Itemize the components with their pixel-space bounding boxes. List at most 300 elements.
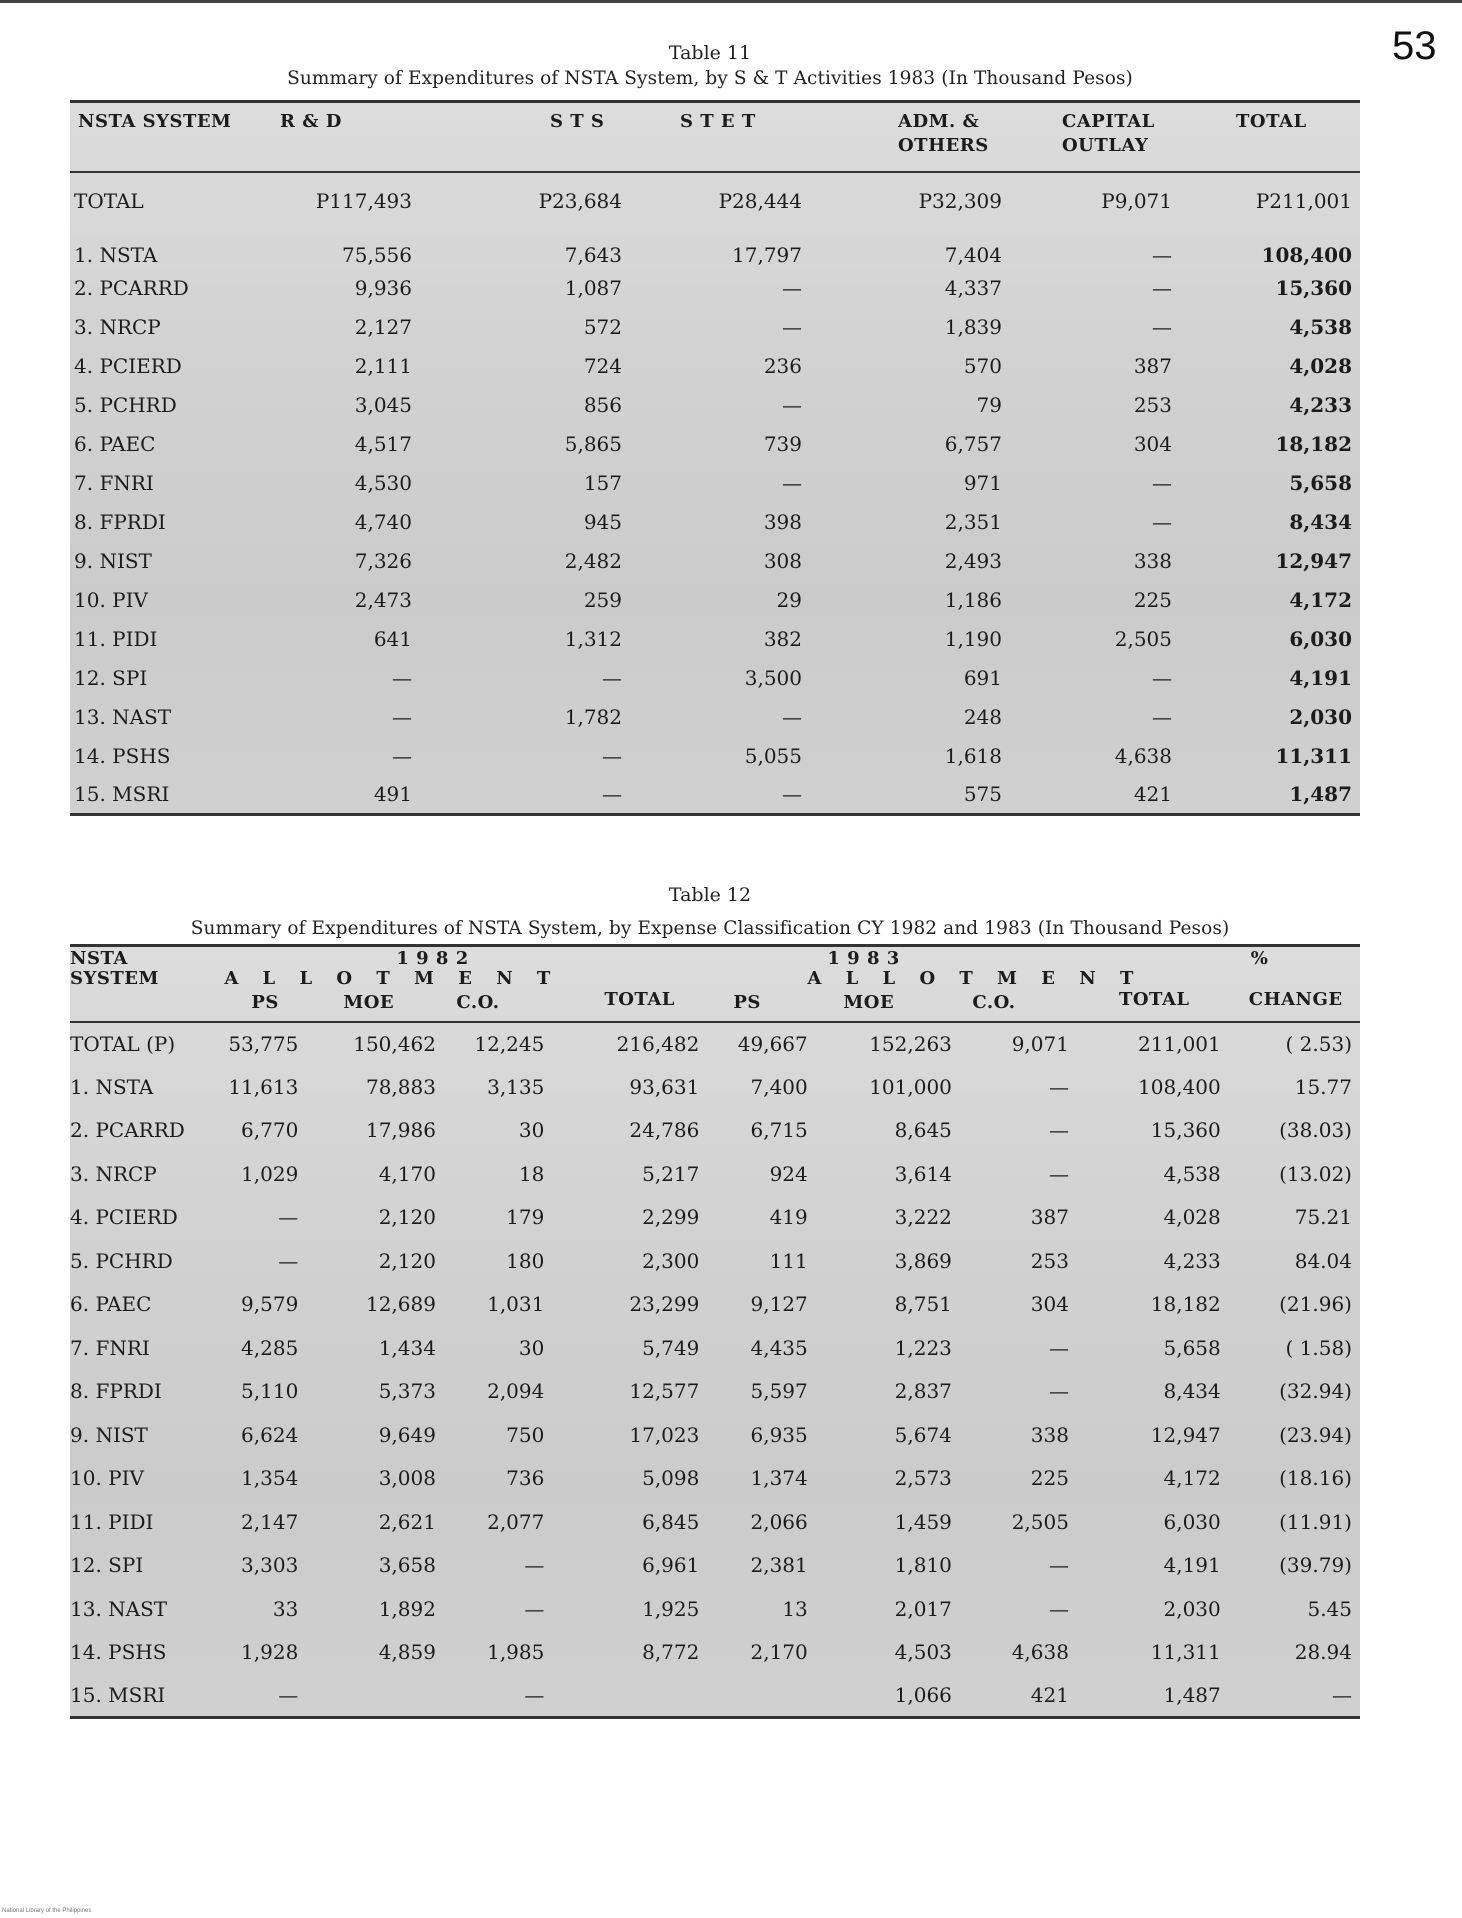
table12-value-cell: 8,434	[1163, 1379, 1221, 1404]
table12-value-cell: 5,674	[894, 1422, 952, 1447]
table11-value-cell: 398	[763, 510, 802, 534]
table12-row	[70, 1283, 1360, 1327]
table12-system-cell: 5. PCHRD	[70, 1248, 173, 1273]
table11-system-cell: 3. NRCP	[74, 315, 161, 339]
table12-value-cell: 4,028	[1163, 1205, 1221, 1230]
table11	[70, 100, 1360, 816]
table11-value-cell: —	[1152, 705, 1172, 729]
table12-value-cell: 1,374	[750, 1466, 808, 1491]
table12-value-cell: 6,030	[1163, 1509, 1221, 1534]
table12-value-cell: 9,127	[750, 1292, 808, 1317]
table12-value-cell: 108,400	[1138, 1074, 1221, 1099]
table11-value-cell: —	[1152, 510, 1172, 534]
table12-row	[70, 1326, 1360, 1370]
table11-value-cell: —	[602, 666, 622, 690]
table12-system-cell: 15. MSRI	[70, 1683, 166, 1707]
table12-value-cell: 3,008	[378, 1466, 436, 1491]
table11-value-cell: 7,326	[354, 549, 412, 573]
table11-value-cell: 570	[963, 354, 1002, 378]
table12-row	[70, 1544, 1360, 1588]
table12-header-spacer	[552, 946, 707, 970]
table12-value-cell: 4,638	[1011, 1640, 1069, 1665]
table12-value-cell: 49,667	[737, 1031, 808, 1056]
table11-header-system: NSTA SYSTEM	[70, 102, 280, 172]
table11-value-cell: 308	[763, 549, 802, 573]
table12-value-cell: 2,120	[378, 1248, 436, 1273]
table11-value-cell: 75,556	[342, 243, 412, 267]
table12-value-cell: 2,621	[378, 1509, 436, 1534]
table12-header-allotment-1983: A L L O T M E N T	[807, 967, 1143, 989]
table12-value-cell: —	[1048, 1553, 1069, 1578]
table12-value-cell: 111	[769, 1248, 808, 1273]
table12-row	[70, 1239, 1360, 1283]
table12-value-cell: —	[1048, 1379, 1069, 1404]
table12-value-cell: 3,135	[487, 1074, 545, 1099]
table11-system-cell: 5. PCHRD	[74, 393, 177, 417]
table11-value-cell: 7,404	[944, 243, 1002, 267]
table11-value-cell: 253	[1133, 393, 1172, 417]
table12-value-cell: 2,120	[378, 1205, 436, 1230]
table12-row	[70, 1457, 1360, 1501]
table11-row	[70, 581, 1360, 620]
table11-value-cell: —	[392, 666, 412, 690]
table12-col-ps-1982: PS	[251, 991, 279, 1013]
table12-value-cell: —	[1048, 1118, 1069, 1143]
table12-change-cell: 5.45	[1307, 1596, 1352, 1621]
table12-value-cell: 1,354	[241, 1466, 299, 1491]
table11-value-cell: —	[1152, 243, 1172, 267]
table12-value-cell: 225	[1030, 1466, 1069, 1491]
table11-value-cell: P117,493	[315, 189, 412, 213]
table12-col-moe-1982: MOE	[343, 991, 395, 1013]
table12-change-cell: (23.94)	[1279, 1422, 1352, 1447]
table11-value-cell: 4,028	[1289, 354, 1352, 378]
table12-value-cell: 18	[518, 1161, 545, 1186]
table12-system-cell: 7. FNRI	[70, 1335, 150, 1360]
table12-total-row	[70, 1022, 1360, 1066]
table12-value-cell: 1,985	[487, 1640, 545, 1665]
table11-system-cell: 12. SPI	[74, 666, 148, 690]
table12-row	[70, 1674, 1360, 1718]
table11-value-cell: 15,360	[1275, 276, 1352, 300]
table12-value-cell	[707, 1674, 815, 1718]
table12-value-cell: 9,071	[1011, 1031, 1069, 1056]
table12-change-cell: 15.77	[1294, 1074, 1352, 1099]
table12-value-cell: 216,482	[616, 1031, 700, 1056]
table12-system-cell: 10. PIV	[70, 1466, 144, 1491]
table11-system-cell: 13. NAST	[74, 705, 172, 729]
table11-row	[70, 776, 1360, 815]
table12-value-cell: 11,311	[1150, 1640, 1221, 1665]
table12-value-cell: 421	[1030, 1683, 1069, 1707]
table11-header-stet: S T E T	[630, 102, 810, 172]
table12-value-cell: 17,986	[365, 1118, 436, 1143]
table11-header-adm: ADM. & OTHERS	[810, 102, 1010, 172]
table11-value-cell: 856	[583, 393, 622, 417]
table11-caption	[60, 42, 1360, 89]
table11-value-cell: 1,186	[944, 588, 1002, 612]
table12-value-cell: 18,182	[1150, 1292, 1221, 1317]
table12-system-cell: 13. NAST	[70, 1596, 168, 1621]
table11-value-cell: 1,087	[564, 276, 622, 300]
table12-row	[70, 1587, 1360, 1631]
table11-value-cell: 641	[373, 627, 412, 651]
table12-change-cell: (38.03)	[1279, 1118, 1352, 1143]
table12	[70, 944, 1360, 1719]
table12-system-cell: 12. SPI	[70, 1553, 144, 1578]
table11-total-row	[70, 172, 1360, 230]
table12-value-cell: 4,503	[894, 1640, 952, 1665]
table12-value-cell: 338	[1030, 1422, 1069, 1447]
table12-label: Table 12	[668, 884, 752, 906]
table12-value-cell: 5,749	[642, 1335, 700, 1360]
table12-value-cell: 2,573	[894, 1466, 952, 1491]
table11-value-cell: 108,400	[1261, 243, 1352, 267]
table12-header-year-1983: 1 9 8 3	[827, 948, 900, 969]
table12-value-cell: 4,172	[1163, 1466, 1221, 1491]
table11-system-cell: TOTAL	[74, 189, 144, 213]
table12-value-cell: 9,649	[378, 1422, 436, 1447]
table12-header-allotment-1982-group	[216, 967, 560, 1022]
table11-value-cell: 3,045	[354, 393, 412, 417]
table12-value-cell: 1,810	[894, 1553, 952, 1578]
table12-value-cell: 2,505	[1011, 1509, 1069, 1534]
table12-change-cell: ( 1.58)	[1285, 1335, 1352, 1360]
table12-col-moe-1983: MOE	[843, 991, 895, 1013]
table11-row	[70, 386, 1360, 425]
table12-header-change: CHANGE	[1229, 970, 1360, 1022]
table12-col-total-1983: TOTAL	[1077, 970, 1229, 1022]
table12-value-cell: 2,170	[750, 1640, 808, 1665]
table11-value-cell: —	[782, 782, 802, 807]
table11-value-cell: 1,312	[564, 627, 622, 651]
table12-value-cell: 3,614	[894, 1161, 952, 1186]
table11-value-cell: 421	[1133, 782, 1172, 807]
table12-value-cell: 179	[506, 1205, 545, 1230]
table12-value-cell: 1,031	[487, 1292, 545, 1317]
table11-value-cell: 29	[776, 588, 802, 612]
table12-value-cell: —	[1048, 1161, 1069, 1186]
table11-value-cell: P23,684	[538, 189, 622, 213]
table11-value-cell: 9,936	[354, 276, 412, 300]
table11-value-cell: 4,233	[1289, 393, 1352, 417]
table12-value-cell: 3,658	[378, 1553, 436, 1578]
table12-value-cell: 6,845	[642, 1509, 700, 1534]
table11-system-cell: 4. PCIERD	[74, 354, 182, 378]
table11-value-cell: 4,530	[354, 471, 412, 495]
table11-row	[70, 347, 1360, 386]
table11-value-cell: 6,757	[944, 432, 1002, 456]
table11-label: Table 11	[668, 42, 752, 64]
table12-value-cell: 24,786	[629, 1118, 700, 1143]
table12-system-cell: 11. PIDI	[70, 1509, 154, 1534]
table12-col-co-1982: C.O.	[456, 991, 500, 1013]
table11-value-cell: 4,337	[944, 276, 1002, 300]
table11-row	[70, 308, 1360, 347]
table12-change-cell: —	[1332, 1683, 1352, 1707]
table12-value-cell: 3,222	[894, 1205, 952, 1230]
table12-system-cell: 6. PAEC	[70, 1292, 152, 1317]
table11-value-cell: 236	[763, 354, 802, 378]
table11-system-cell: 9. NIST	[74, 549, 152, 573]
table12-value-cell: 3,303	[241, 1553, 299, 1578]
table12-value-cell: —	[524, 1596, 545, 1621]
table12-value-cell: 304	[1030, 1292, 1069, 1317]
table12-change-cell: (11.91)	[1279, 1509, 1352, 1534]
table12-system-cell: 4. PCIERD	[70, 1205, 178, 1230]
table12-value-cell: 1,029	[241, 1161, 299, 1186]
table11-value-cell: 4,740	[354, 510, 412, 534]
table12-value-cell: 1,892	[378, 1596, 436, 1621]
table12-value-cell	[306, 1674, 444, 1718]
table11-value-cell: 225	[1133, 588, 1172, 612]
table12-value-cell: —	[278, 1683, 299, 1707]
table12-col-total-1982: TOTAL	[552, 970, 707, 1022]
table12-value-cell: —	[524, 1683, 545, 1707]
table12-header-allotment-1982: A L L O T M E N T	[224, 967, 560, 989]
table11-value-cell: —	[782, 471, 802, 495]
table11-value-cell: —	[1152, 666, 1172, 690]
table11-value-cell: 259	[583, 588, 622, 612]
table12-row	[70, 1196, 1360, 1240]
table12-value-cell: 180	[506, 1248, 545, 1273]
table12-value-cell: 2,017	[894, 1596, 952, 1621]
table11-value-cell: —	[1152, 315, 1172, 339]
table11-value-cell: 724	[583, 354, 622, 378]
table11-value-cell: 18,182	[1275, 432, 1352, 456]
table12-header-row-1	[70, 946, 1360, 970]
table11-value-cell: P32,309	[918, 189, 1002, 213]
table12-value-cell: 4,233	[1163, 1248, 1221, 1273]
table12-value-cell: —	[1048, 1596, 1069, 1621]
table12-value-cell: 8,772	[642, 1640, 700, 1665]
table12-row	[70, 1413, 1360, 1457]
table12-value-cell: 5,217	[642, 1161, 700, 1186]
table11-value-cell: 248	[963, 705, 1002, 729]
table12-system-cell: TOTAL (P)	[70, 1031, 176, 1056]
table11-value-cell: 1,618	[944, 744, 1002, 768]
table11-value-cell: 572	[583, 315, 622, 339]
table12-value-cell: 53,775	[228, 1031, 299, 1056]
table12-value-cell: 4,538	[1163, 1161, 1221, 1186]
table11-value-cell: 5,865	[564, 432, 622, 456]
table11-value-cell: P211,001	[1255, 189, 1352, 213]
table12-value-cell: —	[278, 1205, 299, 1230]
table11-value-cell: 7,643	[564, 243, 622, 267]
table12-value-cell: 11,613	[228, 1074, 299, 1099]
table11-value-cell: —	[1152, 471, 1172, 495]
table11-value-cell: 304	[1133, 432, 1172, 456]
table12-value-cell: 2,837	[894, 1379, 952, 1404]
table11-system-cell: 14. PSHS	[74, 744, 171, 768]
table12-system-cell: 8. FPRDI	[70, 1379, 162, 1404]
table11-value-cell: 2,127	[354, 315, 412, 339]
table12-change-cell: (39.79)	[1279, 1553, 1352, 1578]
table11-value-cell: 4,538	[1289, 315, 1352, 339]
table12-value-cell: 6,770	[241, 1118, 299, 1143]
table12-row	[70, 1370, 1360, 1414]
table12-value-cell: 78,883	[365, 1074, 436, 1099]
table12-header-allotment-1983-group	[707, 967, 1143, 1022]
table11-system-cell: 7. FNRI	[74, 471, 154, 495]
table11-system-cell: 2. PCARRD	[74, 276, 189, 300]
table11-value-cell: 691	[963, 666, 1002, 690]
table11-value-cell: 6,030	[1289, 627, 1352, 651]
table11-value-cell: —	[782, 393, 802, 417]
table11-value-cell: 971	[963, 471, 1002, 495]
table12-header-row-2	[70, 970, 1360, 1022]
table11-value-cell: —	[782, 276, 802, 300]
table12-value-cell: 6,715	[750, 1118, 808, 1143]
table11-value-cell: 11,311	[1275, 744, 1352, 768]
table12-value-cell: 12,245	[474, 1031, 545, 1056]
table11-row	[70, 737, 1360, 776]
table12-header-year-1982: 1 9 8 2	[396, 948, 469, 969]
table11-value-cell: 2,030	[1289, 705, 1352, 729]
table11-value-cell: 8,434	[1289, 510, 1352, 534]
table12-value-cell: 6,935	[750, 1422, 808, 1447]
table11-header-capital: CAPITAL OUTLAY	[1010, 102, 1180, 172]
footer-library-mark: National Library of the Philippines	[2, 1908, 92, 1914]
table12-value-cell: 17,023	[629, 1422, 700, 1447]
table11-value-cell: 1,782	[564, 705, 622, 729]
table12-change-cell: 28.94	[1294, 1640, 1352, 1665]
table11-value-cell: 79	[976, 393, 1002, 417]
table11-row	[70, 620, 1360, 659]
table12-value-cell: 13	[782, 1596, 808, 1621]
table12-change-cell: (32.94)	[1279, 1379, 1352, 1404]
table11-value-cell: —	[392, 705, 412, 729]
table12-value-cell: 6,961	[642, 1553, 700, 1578]
table12-value-cell: 4,191	[1163, 1553, 1221, 1578]
table11-row	[70, 659, 1360, 698]
table12-value-cell: 924	[769, 1161, 808, 1186]
table11-value-cell: 4,517	[354, 432, 412, 456]
table12-value-cell: 101,000	[869, 1074, 952, 1099]
table12-value-cell: 8,645	[894, 1118, 952, 1143]
table12-change-cell: (13.02)	[1279, 1161, 1352, 1186]
table11-value-cell: —	[392, 744, 412, 768]
table12-value-cell: 2,300	[642, 1248, 700, 1273]
table12-value-cell: 2,147	[241, 1509, 299, 1534]
table12-value-cell: 4,285	[241, 1335, 299, 1360]
table12-value-cell: 12,947	[1150, 1422, 1221, 1447]
table12-value-cell: 93,631	[629, 1074, 700, 1099]
table12-col-co-1983: C.O.	[972, 991, 1016, 1013]
table11-value-cell: 1,487	[1289, 782, 1352, 807]
table12-value-cell: 387	[1030, 1205, 1069, 1230]
table11-value-cell: —	[1152, 276, 1172, 300]
table11-row	[70, 269, 1360, 308]
table12-value-cell: 1,487	[1163, 1683, 1221, 1707]
table11-system-cell: 15. MSRI	[74, 782, 170, 807]
table11-value-cell: 2,351	[944, 510, 1002, 534]
table11-value-cell: 2,482	[564, 549, 622, 573]
table11-value-cell: 12,947	[1275, 549, 1352, 573]
table12-change-cell: ( 2.53)	[1285, 1031, 1352, 1056]
table12-value-cell: 5,098	[642, 1466, 700, 1491]
table12-value-cell: 6,624	[241, 1422, 299, 1447]
table12-title: Summary of Expenditures of NSTA System, by Expense Classification CY 1982 and 1983 (In Thousand Pesos)	[190, 918, 1230, 939]
table11-title: Summary of Expenditures of NSTA System, by S & T Activities 1983 (In Thousand Pesos)	[287, 68, 1133, 89]
table12-header-pct: %	[1250, 948, 1269, 969]
table11-value-cell: P9,071	[1101, 189, 1172, 213]
table12-value-cell: 4,435	[750, 1335, 808, 1360]
table12-value-cell: 8,751	[894, 1292, 952, 1317]
table11-value-cell: 387	[1133, 354, 1172, 378]
table12-value-cell: 1,434	[378, 1335, 436, 1360]
table12-value-cell: 5,658	[1163, 1335, 1221, 1360]
table12-value-cell: 30	[518, 1118, 545, 1143]
table11-value-cell: P28,444	[718, 189, 802, 213]
table12-value-cell: 5,373	[378, 1379, 436, 1404]
table12-value-cell: 2,299	[642, 1205, 700, 1230]
page-number: 53	[1392, 24, 1437, 68]
table12-value-cell: 12,577	[629, 1379, 700, 1404]
table11-value-cell: —	[782, 315, 802, 339]
table11-value-cell: 5,658	[1289, 471, 1352, 495]
table11-value-cell: —	[602, 744, 622, 768]
table11-value-cell: 491	[373, 782, 412, 807]
table12-value-cell: 15,360	[1150, 1118, 1221, 1143]
table11-value-cell: 739	[763, 432, 802, 456]
table12-value-cell: —	[1048, 1074, 1069, 1099]
table12-row	[70, 1631, 1360, 1675]
table12-system-cell: 2. PCARRD	[70, 1118, 185, 1143]
table11-value-cell: 2,473	[354, 588, 412, 612]
table12-value-cell: 33	[272, 1596, 299, 1621]
table12-value-cell: 736	[506, 1466, 545, 1491]
table12-value-cell: 1,925	[642, 1596, 700, 1621]
table12-value-cell: 2,381	[750, 1553, 808, 1578]
table11-value-cell: 1,190	[944, 627, 1002, 651]
table12-value-cell: 150,462	[353, 1031, 436, 1056]
table11-row	[70, 464, 1360, 503]
table11-header-rd: R & D	[280, 102, 430, 172]
table12-value-cell: 211,001	[1138, 1031, 1221, 1056]
table12-row	[70, 1109, 1360, 1153]
table11-value-cell: 2,493	[944, 549, 1002, 573]
table12-value-cell: 12,689	[365, 1292, 436, 1317]
table12-value-cell: 30	[518, 1335, 545, 1360]
table11-value-cell: 157	[583, 471, 622, 495]
table12-value-cell: 1,066	[894, 1683, 952, 1707]
table12-value-cell: 4,859	[378, 1640, 436, 1665]
table12-header-system: SYSTEM	[70, 970, 216, 1022]
table12-value-cell	[552, 1674, 707, 1718]
table11-value-cell: 17,797	[732, 243, 802, 267]
table11-system-cell: 1. NSTA	[74, 243, 158, 267]
table12-value-cell: 1,928	[241, 1640, 299, 1665]
table11-value-cell: 2,111	[354, 354, 412, 378]
table12-value-cell: 4,170	[378, 1161, 436, 1186]
table12-change-cell: (18.16)	[1279, 1466, 1352, 1491]
table11-value-cell: 382	[763, 627, 802, 651]
table11-value-cell: 1,839	[944, 315, 1002, 339]
table11-header-sts: S T S	[430, 102, 630, 172]
table11-value-cell: 4,172	[1289, 588, 1352, 612]
table12-value-cell: 9,579	[241, 1292, 299, 1317]
table11-row	[70, 698, 1360, 737]
table11-value-cell: —	[782, 705, 802, 729]
table12-row	[70, 1152, 1360, 1196]
table11-row	[70, 230, 1360, 269]
table11-system-cell: 6. PAEC	[74, 432, 156, 456]
table12-change-cell: 84.04	[1294, 1248, 1352, 1273]
table11-value-cell: 5,055	[744, 744, 802, 768]
table11-row	[70, 425, 1360, 464]
table11-value-cell: 2,505	[1114, 627, 1172, 651]
